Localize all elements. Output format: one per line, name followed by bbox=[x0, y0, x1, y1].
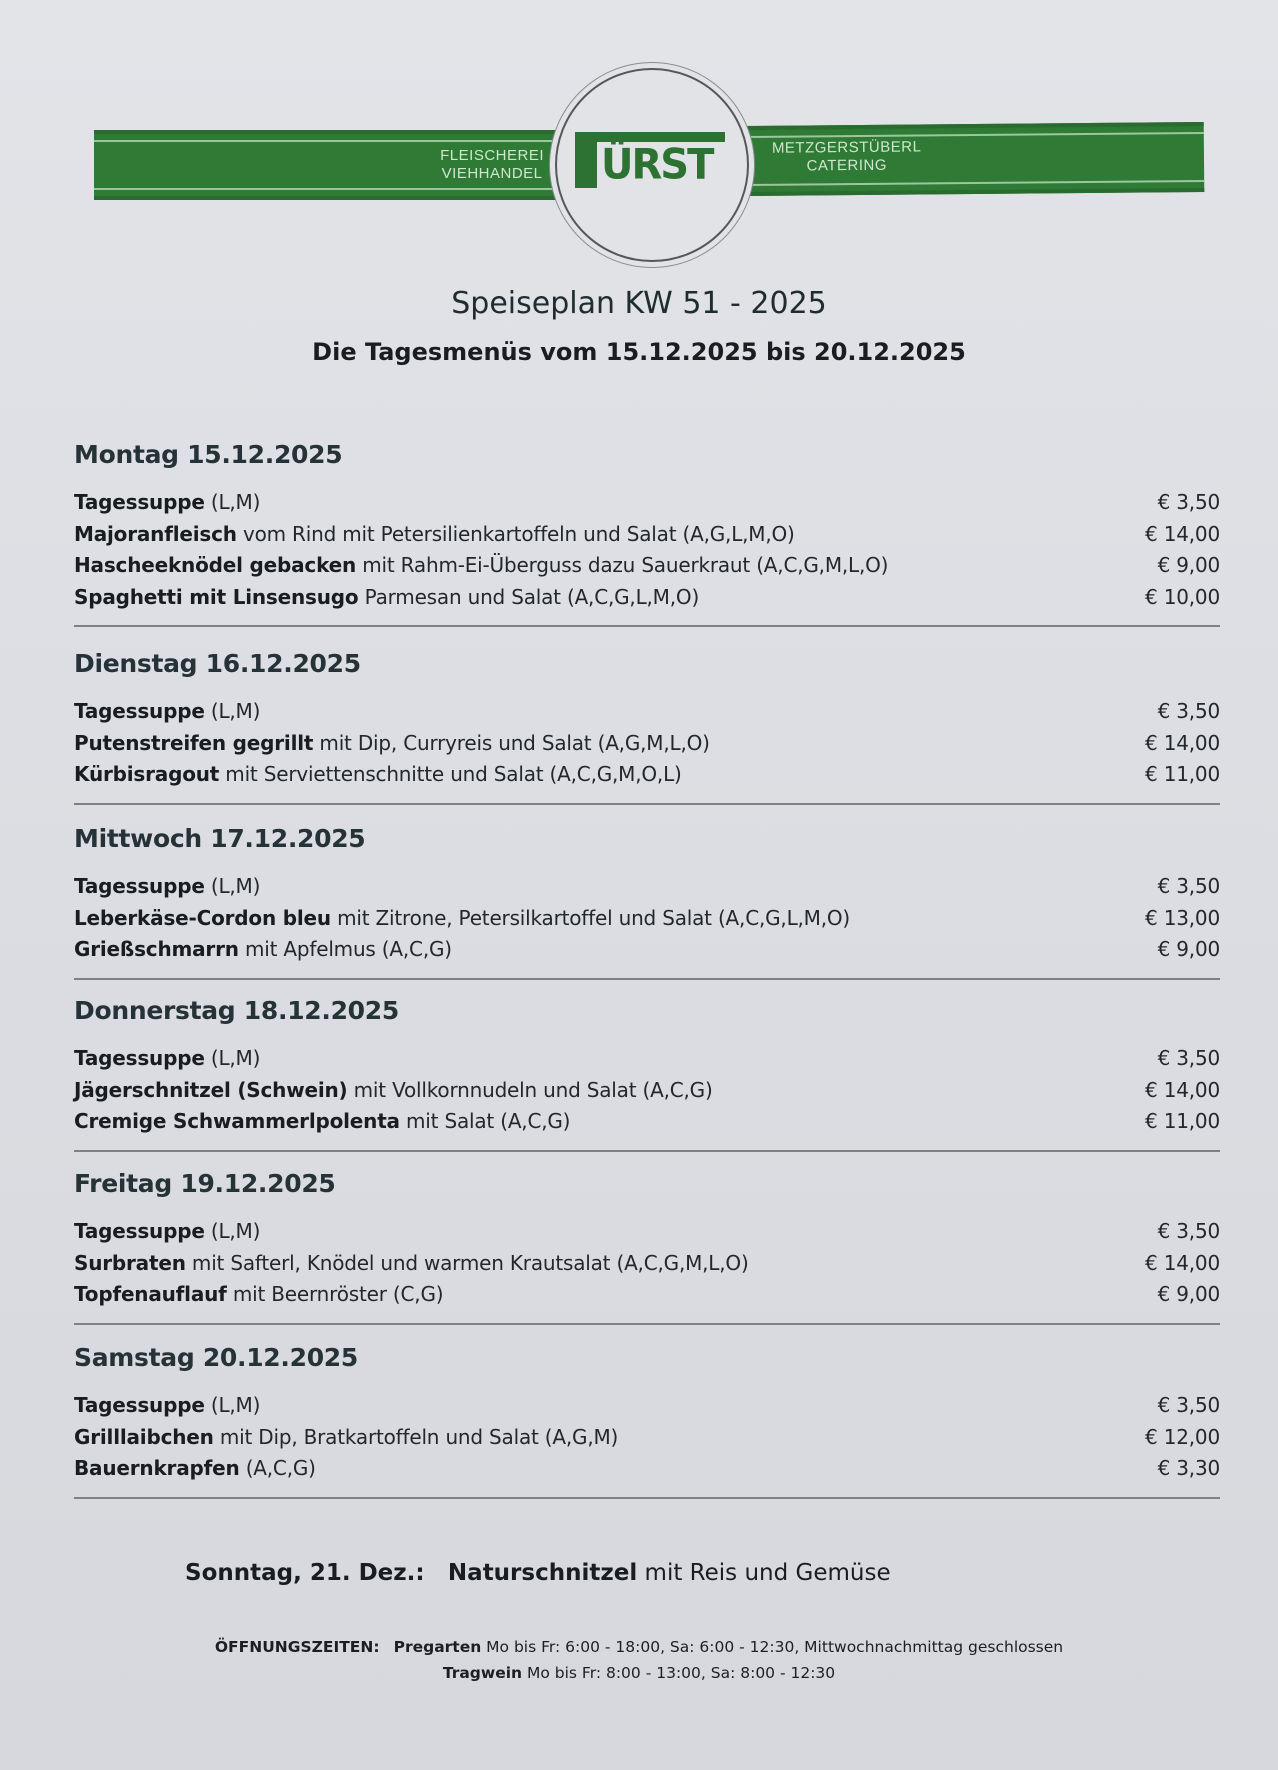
location-name: Pregarten bbox=[393, 1638, 482, 1656]
menu-items bbox=[74, 487, 1220, 613]
dish-name: Grießschmarrn bbox=[74, 937, 239, 961]
dish-name: Cremige Schwammerlpolenta bbox=[74, 1109, 400, 1133]
dish bbox=[74, 728, 710, 760]
dish-price: € 11,00 bbox=[1145, 762, 1220, 786]
menu-item bbox=[74, 1043, 1220, 1075]
dish-name: Kürbisragout bbox=[74, 762, 220, 786]
dish-name: Tagessuppe bbox=[74, 1393, 205, 1417]
page-subtitle: Die Tagesmenüs vom 15.12.2025 bis 20.12.2025 bbox=[312, 338, 966, 366]
logo-f-stem-icon bbox=[575, 132, 597, 188]
dish-price: € 3,30 bbox=[1157, 1456, 1220, 1480]
menu-item bbox=[74, 1422, 1220, 1454]
dish bbox=[74, 550, 888, 582]
menu-item bbox=[74, 1390, 1220, 1422]
day-section bbox=[74, 993, 1220, 1152]
dish bbox=[74, 1216, 260, 1248]
dish-price: € 3,50 bbox=[1157, 1046, 1220, 1070]
dish-price: € 13,00 bbox=[1145, 905, 1220, 930]
menu-item bbox=[74, 1279, 1220, 1311]
dish bbox=[74, 1453, 316, 1485]
menu-item bbox=[74, 519, 1220, 551]
day-section bbox=[74, 437, 1220, 627]
section-divider bbox=[74, 1497, 1220, 1499]
dish-price: € 9,00 bbox=[1157, 553, 1220, 577]
dish-price: € 3,50 bbox=[1157, 699, 1220, 723]
day-section bbox=[74, 1340, 1220, 1499]
dish bbox=[74, 582, 699, 614]
dish-name: Grilllaibchen bbox=[74, 1424, 214, 1449]
dish-description: mit Salat (A,C,G) bbox=[399, 1109, 571, 1133]
menu-items bbox=[74, 1043, 1220, 1138]
dish bbox=[74, 1106, 570, 1138]
dish-description: mit Serviettenschnitte und Salat (A,C,G,M,O,L) bbox=[219, 762, 682, 786]
dish-description: mit Beernröster (C,G) bbox=[226, 1282, 444, 1306]
menu-item bbox=[74, 1106, 1220, 1138]
dish-name: Tagessuppe bbox=[74, 699, 205, 723]
band-left-line-1: FLEISCHEREI bbox=[440, 147, 544, 164]
menu-item bbox=[74, 1453, 1220, 1485]
menu-item bbox=[74, 871, 1220, 903]
dish-name: Tagessuppe bbox=[74, 1219, 205, 1243]
dish bbox=[74, 487, 260, 519]
dish bbox=[74, 1422, 618, 1454]
dish-description: (L,M) bbox=[204, 699, 261, 723]
menu-items bbox=[74, 696, 1220, 791]
dish bbox=[74, 903, 850, 935]
dish bbox=[74, 519, 795, 551]
location-hours: Mo bis Fr: 8:00 - 13:00, Sa: 8:00 - 12:30 bbox=[522, 1664, 836, 1682]
dish-description: (L,M) bbox=[204, 1393, 261, 1417]
opening-hours bbox=[0, 1634, 1278, 1686]
dish-description: (L,M) bbox=[204, 1219, 261, 1243]
dish bbox=[74, 1279, 443, 1311]
dish-price: € 12,00 bbox=[1145, 1424, 1220, 1449]
menu-items bbox=[74, 871, 1220, 966]
menu-items bbox=[74, 1216, 1220, 1311]
menu-item bbox=[74, 487, 1220, 519]
dish-description: (A,C,G) bbox=[239, 1456, 316, 1480]
day-heading: Montag 15.12.2025 bbox=[74, 440, 343, 469]
logo-band-left bbox=[94, 130, 564, 200]
dish-price: € 14,00 bbox=[1145, 1077, 1220, 1102]
dish-description: Parmesan und Salat (A,C,G,L,M,O) bbox=[358, 584, 700, 609]
menu-item bbox=[74, 903, 1220, 935]
day-section bbox=[74, 821, 1220, 980]
dish-name: Bauernkrapfen bbox=[74, 1456, 240, 1480]
dish bbox=[74, 759, 682, 791]
dish-description: mit Safterl, Knödel und warmen Krautsalat (A,C,G,M,L,O) bbox=[185, 1250, 749, 1275]
menu-item bbox=[74, 1216, 1220, 1248]
day-heading: Samstag 20.12.2025 bbox=[74, 1343, 358, 1372]
band-right-line-2: CATERING bbox=[806, 156, 888, 175]
logo-band-right bbox=[742, 122, 1205, 196]
page-title: Speiseplan KW 51 - 2025 bbox=[451, 286, 827, 321]
day-heading: Dienstag 16.12.2025 bbox=[74, 649, 361, 678]
dish-price: € 9,00 bbox=[1157, 937, 1220, 961]
menu-item bbox=[74, 550, 1220, 582]
day-heading: Donnerstag 18.12.2025 bbox=[74, 996, 399, 1025]
dish bbox=[74, 696, 260, 728]
menu-item bbox=[74, 728, 1220, 760]
dish-name: Jägerschnitzel (Schwein) bbox=[74, 1077, 348, 1102]
dish-description: mit Dip, Bratkartoffeln und Salat (A,G,M) bbox=[213, 1424, 619, 1449]
location-hours: Mo bis Fr: 6:00 - 18:00, Sa: 6:00 - 12:30, Mittwochnachmittag geschlossen bbox=[481, 1638, 1064, 1656]
logo-letters: ÜRST bbox=[601, 140, 713, 190]
menu-item bbox=[74, 934, 1220, 966]
opening-hours-line-2 bbox=[0, 1660, 1278, 1686]
dish-description: mit Apfelmus (A,C,G) bbox=[238, 937, 452, 961]
dish-price: € 10,00 bbox=[1145, 584, 1220, 609]
dish-price: € 11,00 bbox=[1145, 1109, 1220, 1133]
sunday-dish-name: Naturschnitzel bbox=[447, 1560, 638, 1586]
dish-price: € 3,50 bbox=[1157, 1393, 1220, 1417]
dish-price: € 14,00 bbox=[1145, 521, 1220, 546]
dish-description: mit Rahm-Ei-Überguss dazu Sauerkraut (A,C,G,M,L,O) bbox=[356, 553, 889, 577]
sunday-label: Sonntag, 21. Dez.: bbox=[185, 1560, 425, 1586]
dish bbox=[74, 1390, 260, 1422]
menu-item bbox=[74, 582, 1220, 614]
menu-items bbox=[74, 1390, 1220, 1485]
sunday-dish-desc: mit Reis und Gemüse bbox=[637, 1560, 891, 1586]
day-section bbox=[74, 646, 1220, 805]
dish-name: Tagessuppe bbox=[74, 490, 205, 514]
dish-price: € 3,50 bbox=[1157, 1219, 1220, 1243]
dish-name: Majoranfleisch bbox=[74, 521, 237, 546]
dish-name: Spaghetti mit Linsensugo bbox=[74, 584, 359, 609]
day-section bbox=[74, 1166, 1220, 1325]
location-name: Tragwein bbox=[442, 1664, 523, 1682]
section-divider bbox=[74, 625, 1220, 627]
band-right-text bbox=[772, 138, 922, 175]
day-heading: Freitag 19.12.2025 bbox=[74, 1169, 336, 1198]
logo-emblem bbox=[555, 68, 749, 262]
dish bbox=[74, 934, 452, 966]
dish-price: € 3,50 bbox=[1157, 874, 1220, 898]
dish-price: € 9,00 bbox=[1157, 1282, 1220, 1306]
menu-item bbox=[74, 1248, 1220, 1280]
section-divider bbox=[74, 803, 1220, 805]
section-divider bbox=[74, 1323, 1220, 1325]
band-left-text bbox=[440, 147, 544, 183]
section-divider bbox=[74, 1150, 1220, 1152]
opening-hours-label: ÖFFNUNGSZEITEN: bbox=[214, 1638, 380, 1656]
band-right-line-1: METZGERSTÜBERL bbox=[771, 138, 922, 157]
dish-description: (L,M) bbox=[204, 490, 261, 514]
dish bbox=[74, 1248, 749, 1280]
dish-price: € 14,00 bbox=[1145, 1250, 1220, 1275]
dish-name: Tagessuppe bbox=[74, 1046, 205, 1070]
day-heading: Mittwoch 17.12.2025 bbox=[74, 824, 366, 853]
dish bbox=[74, 1043, 260, 1075]
dish-name: Surbraten bbox=[74, 1250, 186, 1275]
opening-hours-line-1 bbox=[0, 1634, 1278, 1660]
menu-item bbox=[74, 759, 1220, 791]
dish-name: Hascheeknödel gebacken bbox=[74, 553, 357, 577]
dish-name: Putenstreifen gegrillt bbox=[74, 730, 314, 755]
logo-wordmark bbox=[575, 132, 729, 192]
dish-price: € 14,00 bbox=[1145, 730, 1220, 755]
menu-item bbox=[74, 696, 1220, 728]
sunday-special bbox=[185, 1560, 891, 1586]
dish-name: Leberkäse-Cordon bleu bbox=[74, 905, 331, 930]
dish-description: mit Vollkornnudeln und Salat (A,C,G) bbox=[347, 1077, 713, 1102]
section-divider bbox=[74, 978, 1220, 980]
dish bbox=[74, 871, 260, 903]
dish-description: (L,M) bbox=[204, 874, 261, 898]
dish-name: Tagessuppe bbox=[74, 874, 205, 898]
dish-price: € 3,50 bbox=[1157, 490, 1220, 514]
dish-description: mit Dip, Curryreis und Salat (A,G,M,L,O) bbox=[313, 730, 710, 755]
dish bbox=[74, 1075, 713, 1107]
dish-description: vom Rind mit Petersilienkartoffeln und Salat (A,G,L,M,O) bbox=[236, 521, 795, 546]
dish-description: (L,M) bbox=[204, 1046, 261, 1070]
dish-name: Topfenauflauf bbox=[74, 1282, 227, 1306]
band-left-line-2: VIEHHANDEL bbox=[441, 165, 543, 182]
menu-item bbox=[74, 1075, 1220, 1107]
dish-description: mit Zitrone, Petersilkartoffel und Salat (A,C,G,L,M,O) bbox=[330, 905, 851, 930]
